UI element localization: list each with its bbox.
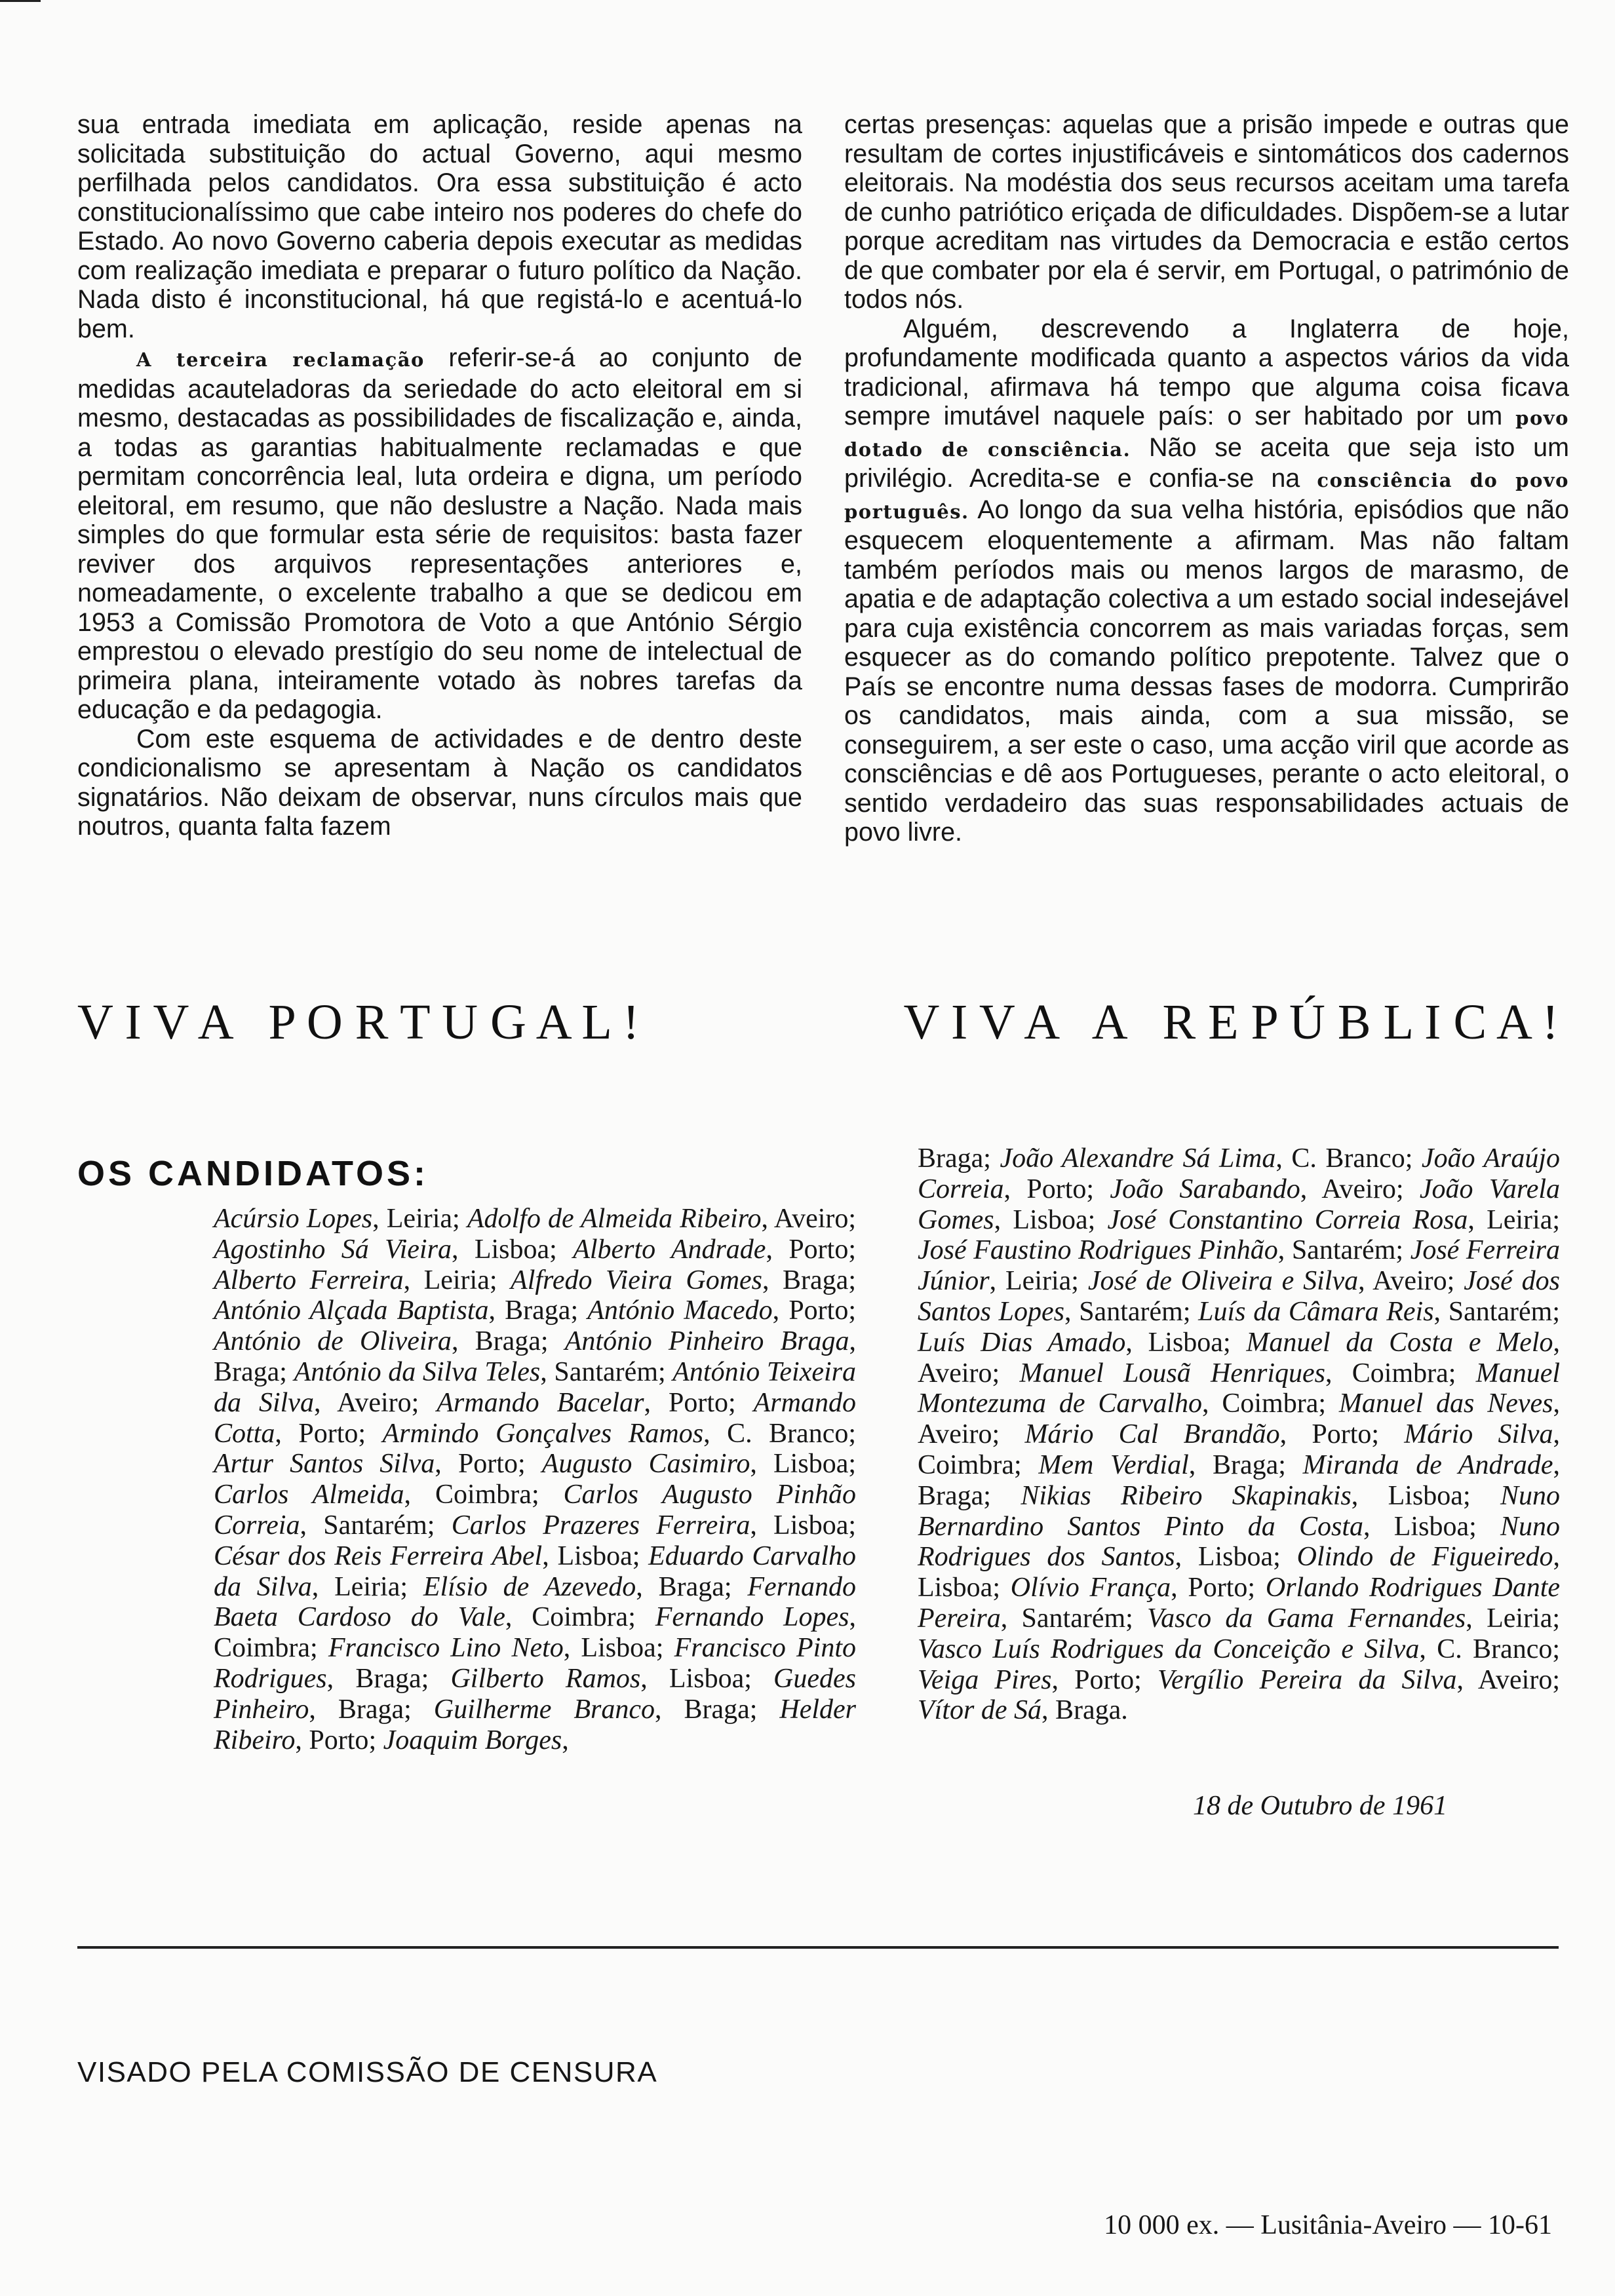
candidate-name: Eduardo Carvalho da Silva: [214, 1540, 856, 1602]
candidates-list-right: Braga; João Alexandre Sá Lima, C. Branco; João Araújo Correia, Porto; João Sarabando, Aveiro; João Varela Gomes, Lisboa; José Constantino Correia Rosa, Leiria; José Faustino Rodrigues Pinhão, Santarém; José Ferreira Júnior, Leiria; José de Oliveira e Silva, Aveiro; José dos Santos Lopes, Santarém; Luís da Câmara Reis, Santarém; Luís Dias Amado, Lisboa; Manuel da Costa e Melo, Aveiro; Manuel Lousã Henriques, Coimbra; Manuel Montezuma de Carvalho, Coimbra; Manuel das Neves, Aveiro; Mário Cal Brandão, Porto; Mário Silva, Coimbra; Mem Verdial, Braga; Miranda de Andrade, Braga; Nikias Ribeiro Skapinakis, Lisboa; Nuno Bernardino Santos Pinto da Costa, Lisboa; Nuno Rodrigues dos Santos, Lisboa; Olindo de Figueiredo, Lisboa; Olívio França, Porto; Orlando Rodrigues Dante Pereira, Santarém; Vasco da Gama Fernandes, Leiria; Vasco Luís Rodrigues da Conceição e Silva, C. Branco; Veiga Pires, Porto; Vergílio Pereira da Silva, Aveiro; Vítor de Sá, Braga.: [918, 1143, 1561, 1726]
candidate-name: Alberto Ferreira: [214, 1265, 404, 1295]
candidate-district: Braga: [658, 1571, 724, 1602]
candidate-name: Vasco Luís Rodrigues da Conceição e Silva: [918, 1634, 1420, 1664]
candidate-name: António Alçada Baptista: [214, 1295, 489, 1326]
candidate-district: Lisboa: [773, 1449, 849, 1480]
candidate-district: Braga: [1212, 1449, 1279, 1480]
candidate-name: José Faustino Rodrigues Pinhão: [918, 1235, 1278, 1266]
candidate-entry: Francisco Lino Neto, Lisboa: [328, 1633, 656, 1664]
candidate-district: Braga: [475, 1326, 541, 1357]
candidate-entry: Francisco Pinto Rodrigues, Braga: [214, 1633, 857, 1694]
candidate-district: Aveiro: [1372, 1266, 1447, 1297]
candidate-entry: António da Silva Teles, Santarém: [294, 1356, 658, 1387]
candidate-district: C. Branco: [1291, 1143, 1405, 1174]
candidate-district: Lisboa: [474, 1234, 550, 1265]
candidate-entry: Alfredo Vieira Gomes, Braga: [511, 1265, 849, 1295]
candidate-district: Lisboa: [1197, 1542, 1274, 1573]
candidate-name: Armando Bacelar: [437, 1387, 644, 1418]
candidate-district: Lisboa: [557, 1540, 632, 1571]
candidate-district: Coimbra: [1352, 1358, 1449, 1388]
candidate-district: Braga: [684, 1694, 750, 1725]
candidate-name: Mário Silva: [1404, 1419, 1553, 1450]
candidate-entry: Nikias Ribeiro Skapinakis, Lisboa: [1021, 1480, 1463, 1511]
candidate-name: Olindo de Figueiredo: [1296, 1542, 1553, 1573]
candidate-entry: Luís da Câmara Reis, Santarém: [1198, 1296, 1553, 1327]
candidate-entry: José de Oliveira e Silva, Aveiro: [1087, 1266, 1447, 1297]
candidate-entry: António Macedo, Porto: [587, 1295, 849, 1326]
candidate-entry: Carlos Almeida, Coimbra: [214, 1480, 532, 1510]
candidate-district: Braga: [214, 1356, 280, 1387]
candidate-district: Porto: [1312, 1419, 1372, 1450]
candidate-name: Carlos Prazeres Ferreira: [451, 1510, 750, 1540]
candidate-entry: Fernando Lopes, Coimbra: [214, 1602, 857, 1664]
body-column-left: [77, 110, 802, 841]
candidate-name: Mário Cal Brandão: [1024, 1419, 1280, 1450]
candidate-entry: António Alçada Baptista, Braga: [214, 1295, 571, 1326]
candidate-district: Santarém: [1079, 1296, 1183, 1327]
candidate-district: Braga: [355, 1663, 421, 1694]
candidate-district: Aveiro: [337, 1387, 412, 1418]
candidate-entry: Vergílio Pereira da Silva, Aveiro: [1157, 1664, 1553, 1695]
candidate-name: Francisco Lino Neto: [328, 1633, 564, 1664]
candidate-district: Lisboa: [773, 1510, 849, 1540]
candidate-name: Nuno Bernardino Santos Pinto da Costa: [918, 1480, 1560, 1542]
candidate-entry: Manuel Lousã Henriques, Coimbra: [1019, 1358, 1449, 1388]
candidate-district: Braga: [783, 1265, 849, 1295]
candidate-district: Coimbra: [918, 1449, 1014, 1480]
candidate-entry: Guedes Pinheiro, Braga: [214, 1663, 857, 1725]
candidate-entry: Carlos Augusto Pinhão Correia, Santarém: [214, 1480, 857, 1540]
candidate-district: Santarém: [1021, 1603, 1126, 1634]
candidate-district: Lisboa: [1148, 1327, 1223, 1358]
candidate-district: C. Branco: [1437, 1634, 1553, 1664]
candidate-name: Mem Verdial: [1038, 1449, 1189, 1480]
candidate-entry: Olindo de Figueiredo, Lisboa: [918, 1542, 1561, 1603]
paragraph-text: referir-se-á ao conjunto de medidas acauteladoras da seriedade do acto eleitoral em si mesmo, destacadas as possibilidades de fiscalização e, ainda, a todas as garantias habitualmente reclamadas e que permitam concorrência leal, luta ordeira e digna, um período eleitoral, em resumo, que não deslustre a Nação. Nada mais simples do que formular esta série de requisitos: basta fazer reviver dos arquivos representações anteriores e, nomeadamente, o excelente trabalho a que se dedicou em 1953 a Comissão Promotora de Voto a que António Sérgio emprestou o elevado prestígio do seu nome de intelectual de primeira plana, inteiramente votado às nobres tarefas da educação e da pedagogia.: [77, 343, 802, 724]
candidate-name: José dos Santos Lopes: [918, 1266, 1561, 1327]
paragraph-text: Ao longo da sua velha história, episódios que não esquecem eloquentemente a afirmam. Mas não faltam também períodos mais ou menos largos de marasmo, de apatia e de adaptação colectiva a um estado social indesejável para cuja existência concorrem as mais variadas forças, sem esquecer as do comando político prepotente. Talvez que o País se encontre numa dessas fases de modorra. Cumprirão os candidatos, mais ainda, com a sua missão, se conseguirem, a ser este o caso, uma acção viril que acorde as consciências e dê aos Portugueses, perante o acto eleitoral, o sentido verdadeiro das suas responsabilidades actuais de povo livre.: [844, 495, 1569, 847]
candidate-entry: Fernando Baeta Cardoso do Vale, Coimbra: [214, 1571, 857, 1633]
candidate-name: Adolfo de Almeida Ribeiro: [467, 1204, 762, 1234]
candidate-name: Luís da Câmara Reis: [1198, 1296, 1434, 1327]
footer-divider: [77, 1946, 1559, 1949]
emphasis-text: consciência do povo português.: [844, 469, 1569, 523]
candidate-district: Aveiro: [1321, 1174, 1396, 1204]
paragraph-text: Alguém, descrevendo a Inglaterra de hoje, profundamente modificada quanto a aspectos vários da vida tradicional, afirmava há tempo que alguma coisa ficava sempre imutável naquele país: o ser habitado por um: [844, 314, 1569, 430]
candidate-district: Coimbra: [532, 1602, 629, 1633]
printer-info: 10 000 ex. — Lusitânia-Aveiro — 10-61: [1104, 2210, 1552, 2240]
candidates-list-left: Acúrsio Lopes, Leiria; Adolfo de Almeida Ribeiro, Aveiro; Agostinho Sá Vieira, Lisboa; Alberto Andrade, Porto; Alberto Ferreira, Leiria; Alfredo Vieira Gomes, Braga; António Alçada Baptista, Braga; António Macedo, Porto; António de Oliveira, Braga; António Pinheiro Braga, Braga; António da Silva Teles, Santarém; António Teixeira da Silva, Aveiro; Armando Bacelar, Porto; Armando Cotta, Porto; Armindo Gonçalves Ramos, C. Branco; Artur Santos Silva, Porto; Augusto Casimiro, Lisboa; Carlos Almeida, Coimbra; Carlos Augusto Pinhão Correia, Santarém; Carlos Prazeres Ferreira, Lisboa; César dos Reis Ferreira Abel, Lisboa; Eduardo Carvalho da Silva, Leiria; Elísio de Azevedo, Braga; Fernando Baeta Cardoso do Vale, Coimbra; Fernando Lopes, Coimbra; Francisco Lino Neto, Lisboa; Francisco Pinto Rodrigues, Braga; Gilberto Ramos, Lisboa; Guedes Pinheiro, Braga; Guilherme Branco, Braga; Helder Ribeiro, Porto; Joaquim Borges,: [214, 1204, 857, 1755]
candidate-entry: Mário Silva, Coimbra: [918, 1419, 1561, 1480]
candidate-entry: João Araújo Correia, Porto: [918, 1143, 1561, 1204]
candidate-name: João Varela Gomes: [918, 1174, 1560, 1235]
candidate-entry: Mário Cal Brandão, Porto: [1024, 1419, 1372, 1450]
candidate-entry: Agostinho Sá Vieira, Lisboa: [214, 1234, 550, 1265]
candidate-name: José Constantino Correia Rosa: [1107, 1204, 1468, 1235]
candidate-district: Porto: [788, 1234, 849, 1265]
candidate-district: Braga: [1055, 1695, 1121, 1726]
candidate-district: Leiria: [334, 1571, 400, 1602]
candidate-district: Coimbra: [1222, 1388, 1319, 1419]
paragraph-text: Não se aceita que seja isto um privilégio. Acredita-se e confia-se na: [844, 432, 1569, 493]
candidate-district: Lisboa: [581, 1633, 656, 1664]
candidate-entry: João Alexandre Sá Lima, C. Branco: [1000, 1143, 1405, 1174]
candidate-entry: António Pinheiro Braga, Braga: [214, 1326, 856, 1387]
candidates-heading: OS CANDIDATOS:: [77, 1154, 429, 1193]
candidate-district: Aveiro: [773, 1204, 849, 1234]
candidate-name: António Teixeira da Silva: [214, 1356, 857, 1418]
candidate-district: Porto: [1026, 1174, 1087, 1204]
candidate-name: Orlando Rodrigues Dante Pereira: [918, 1573, 1561, 1634]
candidate-district: Leiria: [386, 1204, 453, 1234]
candidate-entry: José Faustino Rodrigues Pinhão, Santarém: [918, 1235, 1396, 1266]
viva-republica-text: V I V A A R E P Ú B L I C A !: [903, 995, 1559, 1050]
candidate-entry: João Sarabando, Aveiro: [1110, 1174, 1396, 1204]
candidate-entry: Armando Bacelar, Porto: [437, 1387, 729, 1418]
candidate-name: José de Oliveira e Silva: [1087, 1266, 1359, 1297]
candidate-district: Lisboa: [669, 1663, 745, 1694]
document-date: 18 de Outubro de 1961: [1193, 1791, 1448, 1821]
candidate-district: Porto: [669, 1387, 729, 1418]
candidate-entry: Veiga Pires, Porto: [918, 1664, 1135, 1695]
candidate-name: João Araújo Correia: [918, 1143, 1561, 1204]
candidate-district: Braga: [918, 1143, 984, 1174]
candidate-district: Aveiro: [918, 1419, 992, 1450]
candidate-district: Leiria: [1487, 1204, 1553, 1235]
candidate-entry: Nuno Bernardino Santos Pinto da Costa, Lisboa: [918, 1480, 1560, 1542]
candidate-district: Braga: [338, 1694, 404, 1725]
candidate-name: Olívio França: [1010, 1573, 1171, 1603]
candidate-name: Artur Santos Silva: [214, 1449, 435, 1480]
candidate-name: Agostinho Sá Vieira: [214, 1234, 452, 1265]
candidate-entry: Vítor de Sá, Braga: [918, 1695, 1121, 1726]
candidate-entry: César dos Reis Ferreira Abel, Lisboa: [214, 1540, 632, 1571]
candidate-entry: Orlando Rodrigues Dante Pereira, Santarém: [918, 1573, 1561, 1634]
candidate-name: Augusto Casimiro: [541, 1449, 750, 1480]
candidate-name: Nuno Rodrigues dos Santos: [918, 1511, 1561, 1573]
candidate-name: António da Silva Teles: [294, 1356, 541, 1387]
candidate-entry: Acúrsio Lopes, Leiria: [214, 1204, 453, 1234]
candidate-name: Vasco da Gama Fernandes: [1147, 1603, 1466, 1634]
candidate-entry: João Varela Gomes, Lisboa: [918, 1174, 1560, 1235]
candidate-district: Braga: [505, 1295, 571, 1326]
candidate-entry: Elísio de Azevedo, Braga: [423, 1571, 724, 1602]
candidate-district: Santarém: [1448, 1296, 1553, 1327]
candidate-entry: Manuel da Costa e Melo, Aveiro: [918, 1327, 1561, 1388]
candidate-district: Lisboa: [1393, 1511, 1469, 1542]
candidate-entry: [383, 1725, 562, 1755]
candidate-name: Manuel Montezuma de Carvalho: [918, 1358, 1561, 1419]
candidate-name: Alfredo Vieira Gomes: [511, 1265, 763, 1295]
candidate-entry: José dos Santos Lopes, Santarém: [918, 1266, 1561, 1327]
candidate-district: Porto: [1074, 1664, 1135, 1695]
candidate-district: Porto: [457, 1449, 518, 1480]
candidate-district: Braga: [918, 1480, 984, 1511]
candidate-name: Nikias Ribeiro Skapinakis: [1021, 1480, 1352, 1511]
candidate-district: Santarém: [554, 1356, 658, 1387]
paragraph-text: certas presenças: aquelas que a prisão impede e outras que resultam de cortes injustificáveis e sintomáticos dos cadernos eleitorais. Na modéstia dos seus recursos aceitam uma tarefa de cunho patriótico eriçada de dificuldades. Dispõem-se a lutar porque acreditam nas virtudes da Democracia e estão certos de que combater por ela é servir, em Portugal, o património de todos nós.: [844, 110, 1569, 314]
candidate-entry: Alberto Andrade, Porto: [573, 1234, 849, 1265]
candidate-district: Lisboa: [1013, 1204, 1088, 1235]
candidate-district: Porto: [309, 1725, 369, 1755]
candidate-entry: Manuel Montezuma de Carvalho, Coimbra: [918, 1358, 1561, 1419]
paragraph-text: sua entrada imediata em aplicação, reside apenas na solicitada substituição do actual Governo, aqui mesmo perfilhada pelos candidatos. Ora essa substituição é acto constitucionalíssimo que cabe inteiro nos poderes do chefe do Estado. Ao novo Governo caberia depois executar as medidas com realização imediata e preparar o futuro político da Nação. Nada disto é inconstitucional, há que registá-lo e acentuá-lo bem.: [77, 110, 802, 343]
candidate-name: José Ferreira Júnior: [918, 1235, 1560, 1297]
right-paragraph: [844, 110, 1569, 315]
candidate-district: Leiria: [1005, 1266, 1072, 1297]
candidate-name: António Pinheiro Braga: [564, 1326, 849, 1357]
candidate-district: Coimbra: [435, 1480, 532, 1510]
candidate-name: Francisco Pinto Rodrigues: [214, 1633, 857, 1694]
candidate-entry: António Teixeira da Silva, Aveiro: [214, 1356, 857, 1418]
candidate-name: Elísio de Azevedo: [423, 1571, 636, 1602]
candidate-entry: Artur Santos Silva, Porto: [214, 1449, 518, 1480]
candidate-name: Helder Ribeiro: [214, 1694, 857, 1755]
candidate-name: Vítor de Sá: [918, 1695, 1041, 1726]
candidate-name: Vergílio Pereira da Silva: [1157, 1664, 1457, 1695]
candidate-name: António Macedo: [587, 1295, 773, 1326]
candidate-district: Lisboa: [1388, 1480, 1463, 1511]
candidate-entry: Olívio França, Porto: [1010, 1573, 1248, 1603]
candidate-entry: José Ferreira Júnior, Leiria: [918, 1235, 1560, 1297]
candidate-entry: Luís Dias Amado, Lisboa: [918, 1327, 1223, 1358]
candidate-name: César dos Reis Ferreira Abel: [214, 1540, 543, 1571]
candidate-name: João Sarabando: [1110, 1174, 1300, 1204]
left-paragraph: [77, 725, 802, 841]
candidate-name: Guilherme Branco: [433, 1694, 655, 1725]
candidate-entry: Miranda de Andrade, Braga: [918, 1449, 1561, 1511]
candidate-district: Aveiro: [918, 1358, 992, 1388]
candidate-name: Carlos Almeida: [214, 1480, 404, 1510]
candidate-entry: Carlos Prazeres Ferreira, Lisboa: [451, 1510, 849, 1540]
candidate-name: João Alexandre Sá Lima: [1000, 1143, 1276, 1174]
candidate-entry: Helder Ribeiro, Porto: [214, 1694, 857, 1755]
candidate-name: Fernando Lopes: [655, 1602, 849, 1633]
candidate-name: Manuel Lousã Henriques: [1019, 1358, 1325, 1388]
candidate-name: Carlos Augusto Pinhão Correia: [214, 1480, 857, 1540]
candidate-district: Porto: [298, 1418, 359, 1449]
candidate-entry: Vasco Luís Rodrigues da Conceição e Silva, C. Branco: [918, 1634, 1553, 1664]
candidate-entry: Eduardo Carvalho da Silva, Leiria: [214, 1540, 856, 1602]
candidate-name: Manuel da Costa e Melo: [1246, 1327, 1553, 1358]
candidate-entry: Adolfo de Almeida Ribeiro, Aveiro: [467, 1204, 849, 1234]
candidate-district: Porto: [788, 1295, 849, 1326]
candidate-district: Coimbra: [214, 1633, 310, 1664]
candidate-entry: Nuno Rodrigues dos Santos, Lisboa: [918, 1511, 1561, 1573]
candidate-entry: Gilberto Ramos, Lisboa: [450, 1663, 745, 1694]
candidate-entry: Armando Cotta, Porto: [214, 1387, 856, 1449]
candidate-district: Leiria: [423, 1265, 490, 1295]
candidate-district: Lisboa: [918, 1573, 993, 1603]
candidate-name: Manuel das Neves: [1338, 1388, 1553, 1419]
candidate-district: Porto: [1188, 1573, 1248, 1603]
candidate-entry: Manuel das Neves, Aveiro: [918, 1388, 1561, 1450]
body-column-right: [844, 110, 1569, 847]
candidate-name: Fernando Baeta Cardoso do Vale: [214, 1571, 857, 1633]
left-paragraph: [77, 343, 802, 725]
candidate-name: António de Oliveira: [214, 1326, 452, 1357]
candidate-name: Veiga Pires: [918, 1664, 1052, 1695]
emphasis-text: A terceira reclamação: [136, 349, 425, 371]
candidate-entry: Augusto Casimiro, Lisboa: [541, 1449, 849, 1480]
emphasis-text: povo dotado de consciência.: [844, 407, 1569, 461]
viva-portugal-text: V I V A P O R T U G A L !: [77, 995, 640, 1050]
candidate-district: Aveiro: [1477, 1664, 1553, 1695]
candidate-name: Gilberto Ramos: [450, 1663, 641, 1694]
candidate-entry: José Constantino Correia Rosa, Leiria: [1107, 1204, 1553, 1235]
candidate-entry: Armindo Gonçalves Ramos, C. Branco: [382, 1418, 849, 1449]
candidate-entry: António de Oliveira, Braga: [214, 1326, 541, 1357]
candidate-district: Leiria: [1487, 1603, 1553, 1634]
candidate-name: Armando Cotta: [214, 1387, 856, 1449]
candidate-name: Guedes Pinheiro: [214, 1663, 857, 1725]
candidate-entry: Guilherme Branco, Braga: [433, 1694, 750, 1725]
censorship-notice: VISADO PELA COMISSÃO DE CENSURA: [77, 2056, 658, 2088]
candidate-name: Luís Dias Amado: [918, 1327, 1126, 1358]
right-paragraph: [844, 315, 1569, 847]
left-paragraph: [77, 110, 802, 343]
candidate-entry: Mem Verdial, Braga: [1038, 1449, 1279, 1480]
candidate-district: Santarém: [323, 1510, 427, 1540]
candidate-name: Alberto Andrade: [573, 1234, 766, 1265]
candidate-name: Miranda de Andrade: [1302, 1449, 1553, 1480]
viva-banner: [77, 993, 1559, 1052]
paragraph-text: Com este esquema de actividades e de dentro deste condicionalismo se apresentam à Nação os candidatos signatários. Não deixam de observar, nuns círculos mais que noutros, quanta falta fazem: [77, 724, 802, 841]
candidate-name: Joaquim Borges: [383, 1725, 562, 1755]
candidate-entry: Vasco da Gama Fernandes, Leiria: [1147, 1603, 1553, 1634]
top-edge-rule: [0, 0, 41, 2]
candidate-name: Acúrsio Lopes: [214, 1204, 373, 1234]
candidate-district: C. Branco: [727, 1418, 849, 1449]
candidate-name: Armindo Gonçalves Ramos: [382, 1418, 704, 1449]
candidate-district: Santarém: [1291, 1235, 1396, 1266]
candidate-entry: Alberto Ferreira, Leiria: [214, 1265, 490, 1295]
